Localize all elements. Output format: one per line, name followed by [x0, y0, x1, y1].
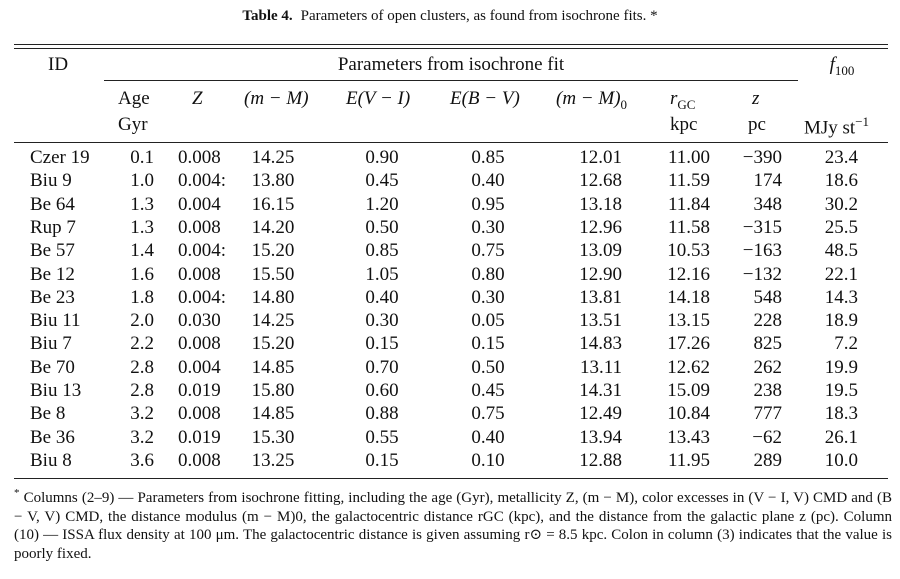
unit-zpc: pc	[748, 114, 766, 135]
cell-id: Biu 8	[30, 449, 72, 471]
cell-mm: 15.20	[251, 240, 295, 262]
cell-z: 0.008	[178, 449, 221, 471]
cell-z: 0.008	[178, 333, 221, 355]
cell-mm0: 12.88	[579, 449, 622, 471]
cell-mm0: 13.81	[579, 286, 622, 308]
cell-evi: 0.55	[365, 426, 399, 448]
cell-mm0: 12.68	[579, 170, 622, 192]
cell-age: 2.2	[130, 333, 154, 355]
cell-evi: 0.45	[365, 170, 399, 192]
cell-ebv: 0.75	[471, 403, 505, 425]
cell-evi: 0.40	[365, 286, 399, 308]
cell-ebv: 0.45	[471, 380, 505, 401]
cell-f100: 18.6	[824, 170, 858, 192]
cell-f100: 19.5	[824, 380, 858, 401]
cell-f100: 22.1	[824, 263, 858, 285]
cell-mm: 14.85	[251, 403, 295, 425]
cell-zpc: −163	[742, 240, 782, 262]
cell-mm0: 12.90	[579, 263, 622, 285]
cell-ebv: 0.15	[471, 333, 505, 355]
cell-ebv: 0.30	[471, 216, 505, 238]
cell-age: 1.0	[130, 170, 154, 192]
cell-age: 1.3	[130, 216, 154, 238]
colhead-rgc: $r_{GC}$	[670, 88, 696, 112]
cell-zpc: 825	[753, 333, 782, 355]
cell-rgc: 11.58	[667, 216, 710, 238]
cell-age: 2.8	[130, 380, 154, 401]
cell-zpc: 777	[753, 403, 782, 425]
colhead-ebv: E(B − V)	[450, 88, 520, 109]
cell-f100: 18.9	[824, 310, 858, 332]
cell-rgc: 11.59	[667, 170, 710, 192]
footnote-text: Columns (2–9) — Parameters from isochrone fitting, including the age (Gyr), metallicity Z, (m − M), color excesses in (V − I, V) CMD and (B − V, V) CMD, the distance modulus (m − M)0, the galactocentric distance rGC (kpc), and the distance from the galactic plane z (pc). Column (10) — ISSA flux density at 100 μm. The galactocentric distance is given assuming r⊙ = 8.5 kpc. Colon in column (3) indicates that the value is poorly fixed.	[14, 490, 893, 562]
footnote-mark: *	[14, 487, 20, 499]
cell-zpc: 174	[753, 170, 782, 192]
cell-z: 0.019	[178, 380, 221, 401]
cell-ebv: 0.95	[471, 193, 505, 215]
cell-age: 1.8	[130, 286, 154, 308]
colhead-mm0: $(m - M)_0$	[556, 88, 628, 112]
cell-z: 0.004:	[178, 240, 227, 262]
cell-f100: 7.2	[834, 333, 858, 355]
cell-mm: 15.50	[251, 263, 295, 285]
cell-ebv: 0.80	[471, 263, 505, 285]
cell-zpc: −132	[742, 263, 782, 285]
cell-f100: 26.1	[824, 426, 858, 448]
cell-age: 2.0	[130, 310, 154, 332]
cell-evi: 0.50	[365, 216, 399, 238]
cell-mm: 15.20	[251, 333, 295, 355]
cell-ebv: 0.30	[471, 286, 505, 308]
cell-evi: 1.05	[365, 263, 399, 285]
cell-f100: 23.4	[824, 147, 858, 168]
cell-rgc: 13.15	[667, 310, 710, 332]
cell-mm: 14.25	[251, 147, 295, 168]
cell-evi: 0.60	[365, 380, 399, 401]
cell-ebv: 0.40	[471, 426, 505, 448]
unit-age: Gyr	[118, 114, 148, 135]
header-group: Parameters from isochrone fit	[337, 54, 565, 75]
cell-zpc: 238	[753, 380, 782, 401]
cell-id: Be 8	[30, 403, 66, 425]
cell-age: 2.8	[130, 356, 154, 378]
unit-f100: MJy $st^{-1}$	[804, 114, 870, 139]
table-number: Table 4.	[242, 8, 293, 24]
cell-rgc: 11.95	[667, 449, 710, 471]
cell-zpc: 262	[753, 356, 782, 378]
cell-z: 0.004	[178, 193, 221, 215]
cell-evi: 0.15	[365, 449, 399, 471]
cell-z: 0.004:	[178, 286, 227, 308]
cell-ebv: 0.05	[471, 310, 505, 332]
cell-id: Be 12	[30, 263, 75, 285]
cell-id: Be 57	[30, 240, 75, 262]
cell-evi: 1.20	[365, 193, 399, 215]
cell-mm: 15.80	[251, 380, 295, 401]
cell-evi: 0.90	[365, 147, 399, 168]
cell-mm: 14.85	[251, 356, 295, 378]
cell-id: Be 36	[30, 426, 75, 448]
table-title: Parameters of open clusters, as found from isochrone fits. *	[300, 8, 658, 24]
cell-zpc: −315	[742, 216, 782, 238]
cell-mm0: 13.18	[579, 193, 622, 215]
cell-mm0: 13.94	[579, 426, 622, 448]
cell-id: Czer 19	[30, 147, 90, 168]
cell-mm0: 14.83	[579, 333, 622, 355]
cell-ebv: 0.50	[471, 356, 505, 378]
cell-mm0: 12.01	[579, 147, 622, 168]
cell-rgc: 13.43	[667, 426, 710, 448]
top-rule-2	[14, 48, 888, 49]
cell-zpc: −390	[742, 147, 782, 168]
cell-evi: 0.85	[365, 240, 399, 262]
cell-id: Be 70	[30, 356, 75, 378]
cell-rgc: 14.18	[667, 286, 710, 308]
cell-evi: 0.88	[365, 403, 399, 425]
cell-mm0: 13.09	[579, 240, 622, 262]
colhead-zpc: z	[752, 88, 760, 109]
cell-f100: 19.9	[824, 356, 858, 378]
cell-z: 0.008	[178, 403, 221, 425]
cell-zpc: 228	[753, 310, 782, 332]
cell-rgc: 11.84	[667, 193, 710, 215]
cell-z: 0.004:	[178, 170, 227, 192]
unit-rgc: kpc	[670, 114, 698, 135]
cell-age: 3.2	[130, 426, 154, 448]
cell-z: 0.008	[178, 147, 221, 168]
cell-rgc: 12.16	[667, 263, 710, 285]
cell-ebv: 0.40	[471, 170, 505, 192]
cell-zpc: 289	[753, 449, 782, 471]
header-rule	[14, 142, 888, 143]
cell-mm0: 12.96	[579, 216, 622, 238]
cell-f100: 18.3	[824, 403, 858, 425]
cell-ebv: 0.85	[471, 147, 505, 168]
cell-mm: 14.20	[251, 216, 295, 238]
cell-age: 0.1	[130, 147, 154, 168]
cell-rgc: 12.62	[667, 356, 710, 378]
cell-evi: 0.30	[365, 310, 399, 332]
table-footnote	[14, 484, 892, 563]
cell-z: 0.008	[178, 263, 221, 285]
cell-id: Biu 11	[30, 310, 81, 332]
cell-rgc: 10.53	[667, 240, 710, 262]
cell-age: 3.2	[130, 403, 154, 425]
colhead-age: Age	[118, 88, 150, 109]
cell-f100: 48.5	[824, 240, 858, 262]
colhead-mm: (m − M)	[244, 88, 309, 109]
cell-zpc: 348	[753, 193, 782, 215]
cell-zpc: 548	[753, 286, 782, 308]
bottom-rule	[14, 478, 888, 479]
cell-id: Be 23	[30, 286, 75, 308]
cell-z: 0.030	[178, 310, 221, 332]
cell-evi: 0.70	[365, 356, 399, 378]
cell-mm: 14.80	[251, 286, 295, 308]
colhead-z: Z	[192, 88, 203, 109]
cell-f100: 10.0	[824, 449, 858, 471]
cell-ebv: 0.10	[471, 449, 505, 471]
cell-f100: 30.2	[824, 193, 858, 215]
cell-id: Biu 7	[30, 333, 72, 355]
cell-rgc: 15.09	[667, 380, 710, 401]
cell-age: 1.6	[130, 263, 154, 285]
cell-mm0: 13.11	[579, 356, 622, 378]
cell-mm0: 13.51	[579, 310, 622, 332]
cell-rgc: 11.00	[667, 147, 710, 168]
cell-age: 3.6	[130, 449, 154, 471]
top-rule-1	[14, 44, 888, 45]
colhead-evi: E(V − I)	[346, 88, 411, 109]
cell-ebv: 0.75	[471, 240, 505, 262]
cell-mm: 14.25	[251, 310, 295, 332]
cell-zpc: −62	[752, 426, 782, 448]
cell-id: Biu 9	[30, 170, 72, 192]
group-underline	[104, 80, 798, 81]
cell-rgc: 17.26	[667, 333, 710, 355]
cell-mm: 15.30	[251, 426, 295, 448]
cell-mm: 13.80	[251, 170, 295, 192]
cell-id: Biu 13	[30, 380, 82, 401]
cell-f100: 14.3	[824, 286, 858, 308]
cell-evi: 0.15	[365, 333, 399, 355]
cell-age: 1.3	[130, 193, 154, 215]
cell-id: Be 64	[30, 193, 75, 215]
cell-z: 0.004	[178, 356, 221, 378]
cell-z: 0.019	[178, 426, 221, 448]
table-caption	[0, 8, 900, 25]
cell-f100: 25.5	[824, 216, 858, 238]
cell-mm: 13.25	[251, 449, 295, 471]
cell-id: Rup 7	[30, 216, 76, 238]
header-id: ID	[48, 54, 69, 75]
cell-z: 0.008	[178, 216, 221, 238]
cell-mm0: 12.49	[579, 403, 622, 425]
cell-rgc: 10.84	[667, 403, 710, 425]
cell-mm0: 14.31	[579, 380, 622, 401]
cell-mm: 16.15	[251, 193, 295, 215]
header-f100: $f_{100}$	[829, 54, 855, 78]
cell-age: 1.4	[130, 240, 154, 262]
